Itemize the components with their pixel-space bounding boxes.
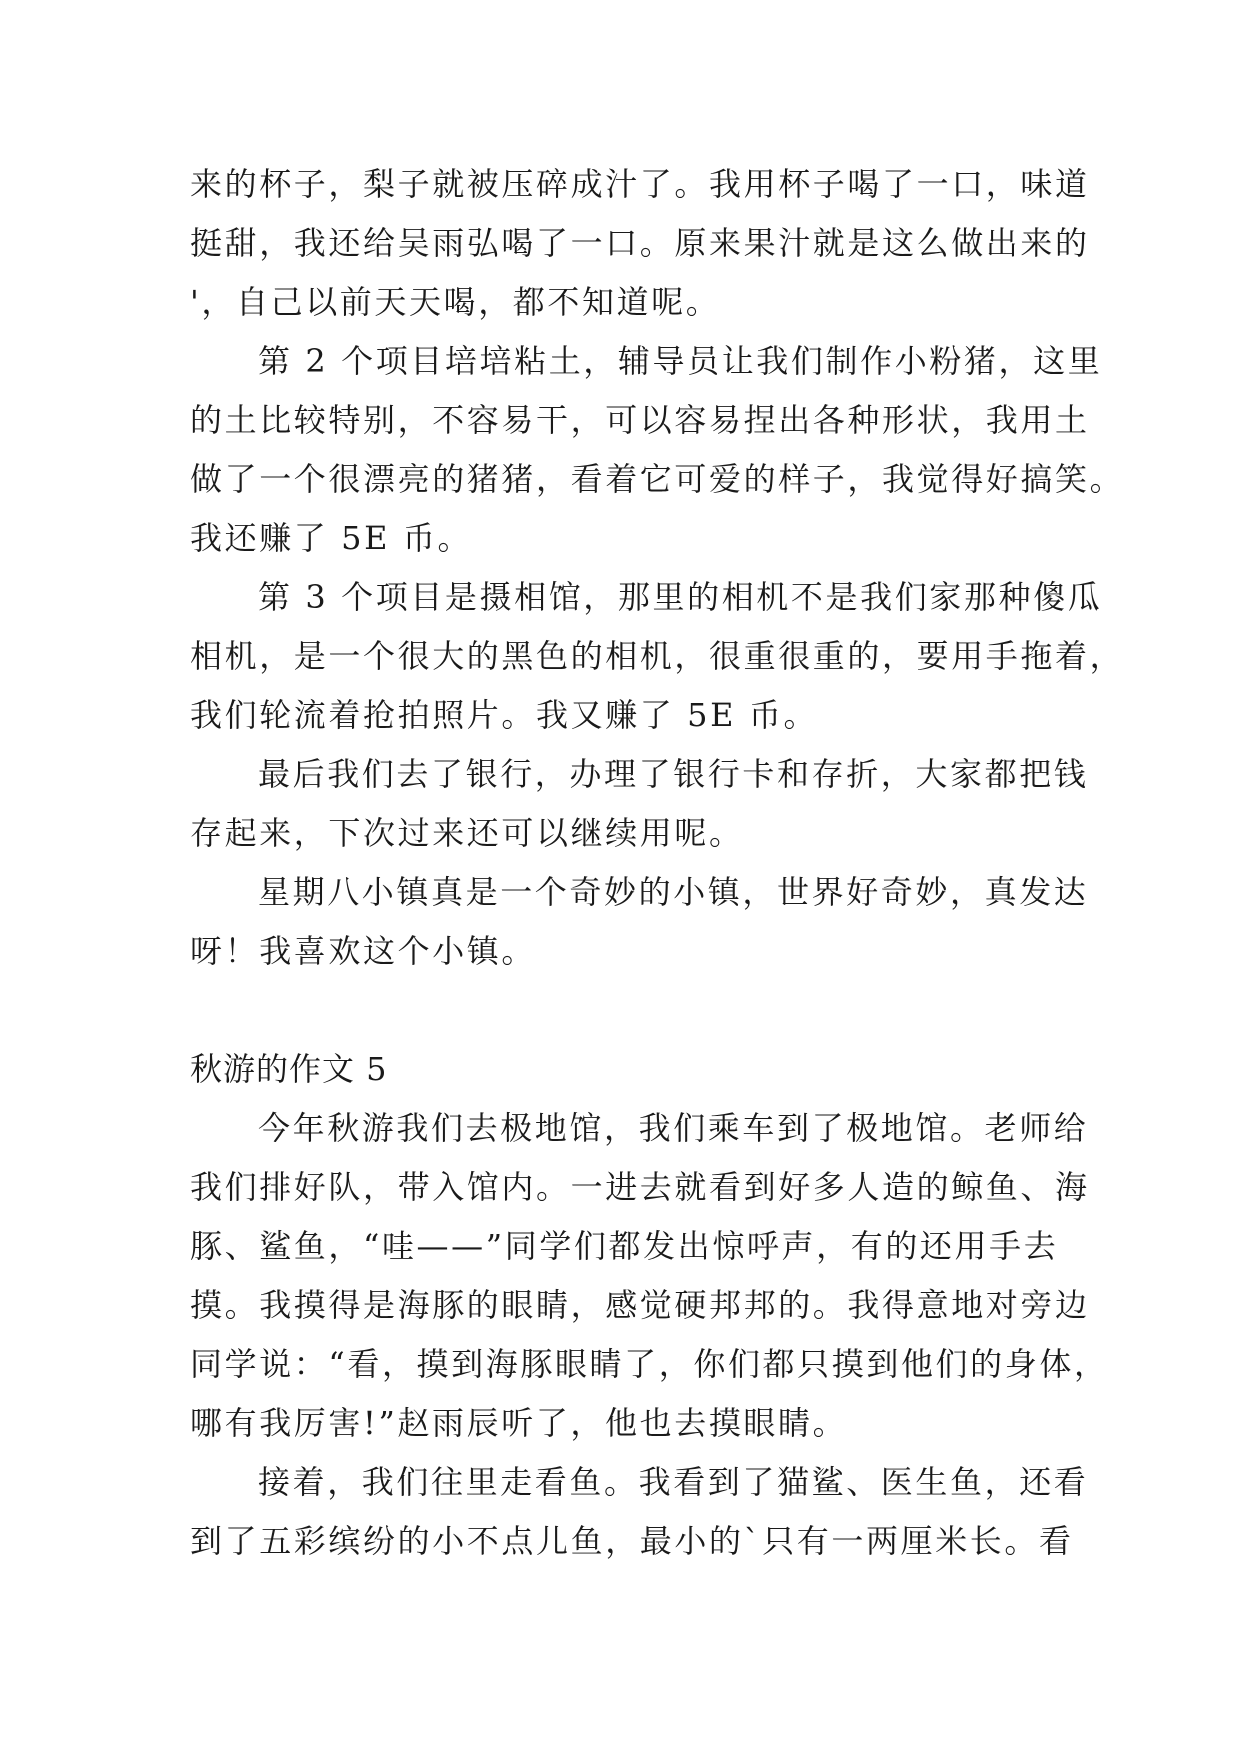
text-line: 摸。我摸得是海豚的眼睛，感觉硬邦邦的。我得意地对旁边 [190, 1286, 1090, 1324]
paragraph-bank [190, 745, 1089, 863]
text-line: 今年秋游我们去极地馆，我们乘车到了极地馆。老师给 [258, 1109, 1089, 1147]
paragraph-polar-hall [190, 1099, 1109, 1453]
text-line: 相机，是一个很大的黑色的相机，很重很重的，要用手拖着， [190, 637, 1125, 675]
text-line: 我们轮流着抢拍照片。我又赚了 5E 币。 [190, 696, 819, 734]
text-line: 挺甜，我还给吴雨弘喝了一口。原来果汁就是这么做出来的 [190, 224, 1090, 262]
paragraph-juice [190, 155, 1090, 332]
paragraph-fish [190, 1453, 1089, 1571]
text-line: 呀！我喜欢这个小镇。 [190, 932, 537, 970]
paragraph-photo-studio [190, 568, 1125, 745]
text-line: 星期八小镇真是一个奇妙的小镇，世界好奇妙，真发达 [258, 873, 1089, 911]
text-line: 第 2 个项目培培粘土，辅导员让我们制作小粉猪，这里 [258, 342, 1103, 380]
text-line: 做了一个很漂亮的猪猪，看着它可爱的样子，我觉得好搞笑。 [190, 460, 1125, 498]
text-line: 同学说：“看，摸到海豚眼睛了，你们都只摸到他们的身体， [190, 1345, 1109, 1383]
section-gap [190, 981, 1060, 1040]
text-line: 我们排好队，带入馆内。一进去就看到好多人造的鲸鱼、海 [190, 1168, 1090, 1206]
text-line: 第 3 个项目是摄相馆，那里的相机不是我们家那种傻瓜 [258, 578, 1103, 616]
text-line: 的土比较特别，不容易干，可以容易捏出各种形状，我用土 [190, 401, 1090, 439]
text-line: '，自己以前天天喝，都不知道呢。 [190, 283, 721, 321]
text-line: 最后我们去了银行，办理了银行卡和存折，大家都把钱 [258, 755, 1089, 793]
essay-text [190, 155, 1125, 1571]
text-line: 存起来，下次过来还可以继续用呢。 [190, 814, 744, 852]
text-line: 哪有我厉害!”赵雨辰听了，他也去摸眼睛。 [190, 1404, 848, 1442]
text-line: 豚、鲨鱼，“哇——”同学们都发出惊呼声，有的还用手去 [190, 1227, 1059, 1265]
essay-title: 秋游的作文 5 [190, 1050, 388, 1088]
text-line: 接着，我们往里走看鱼。我看到了猫鲨、医生鱼，还看 [258, 1463, 1089, 1501]
text-line: 到了五彩缤纷的小不点儿鱼，最小的`只有一两厘米长。看 [190, 1522, 1074, 1560]
text-line: 我还赚了 5E 币。 [190, 519, 473, 557]
paragraph-conclusion [190, 863, 1089, 981]
text-line: 来的杯子，梨子就被压碎成汁了。我用杯子喝了一口，味道 [190, 165, 1090, 203]
paragraph-clay [190, 332, 1125, 568]
